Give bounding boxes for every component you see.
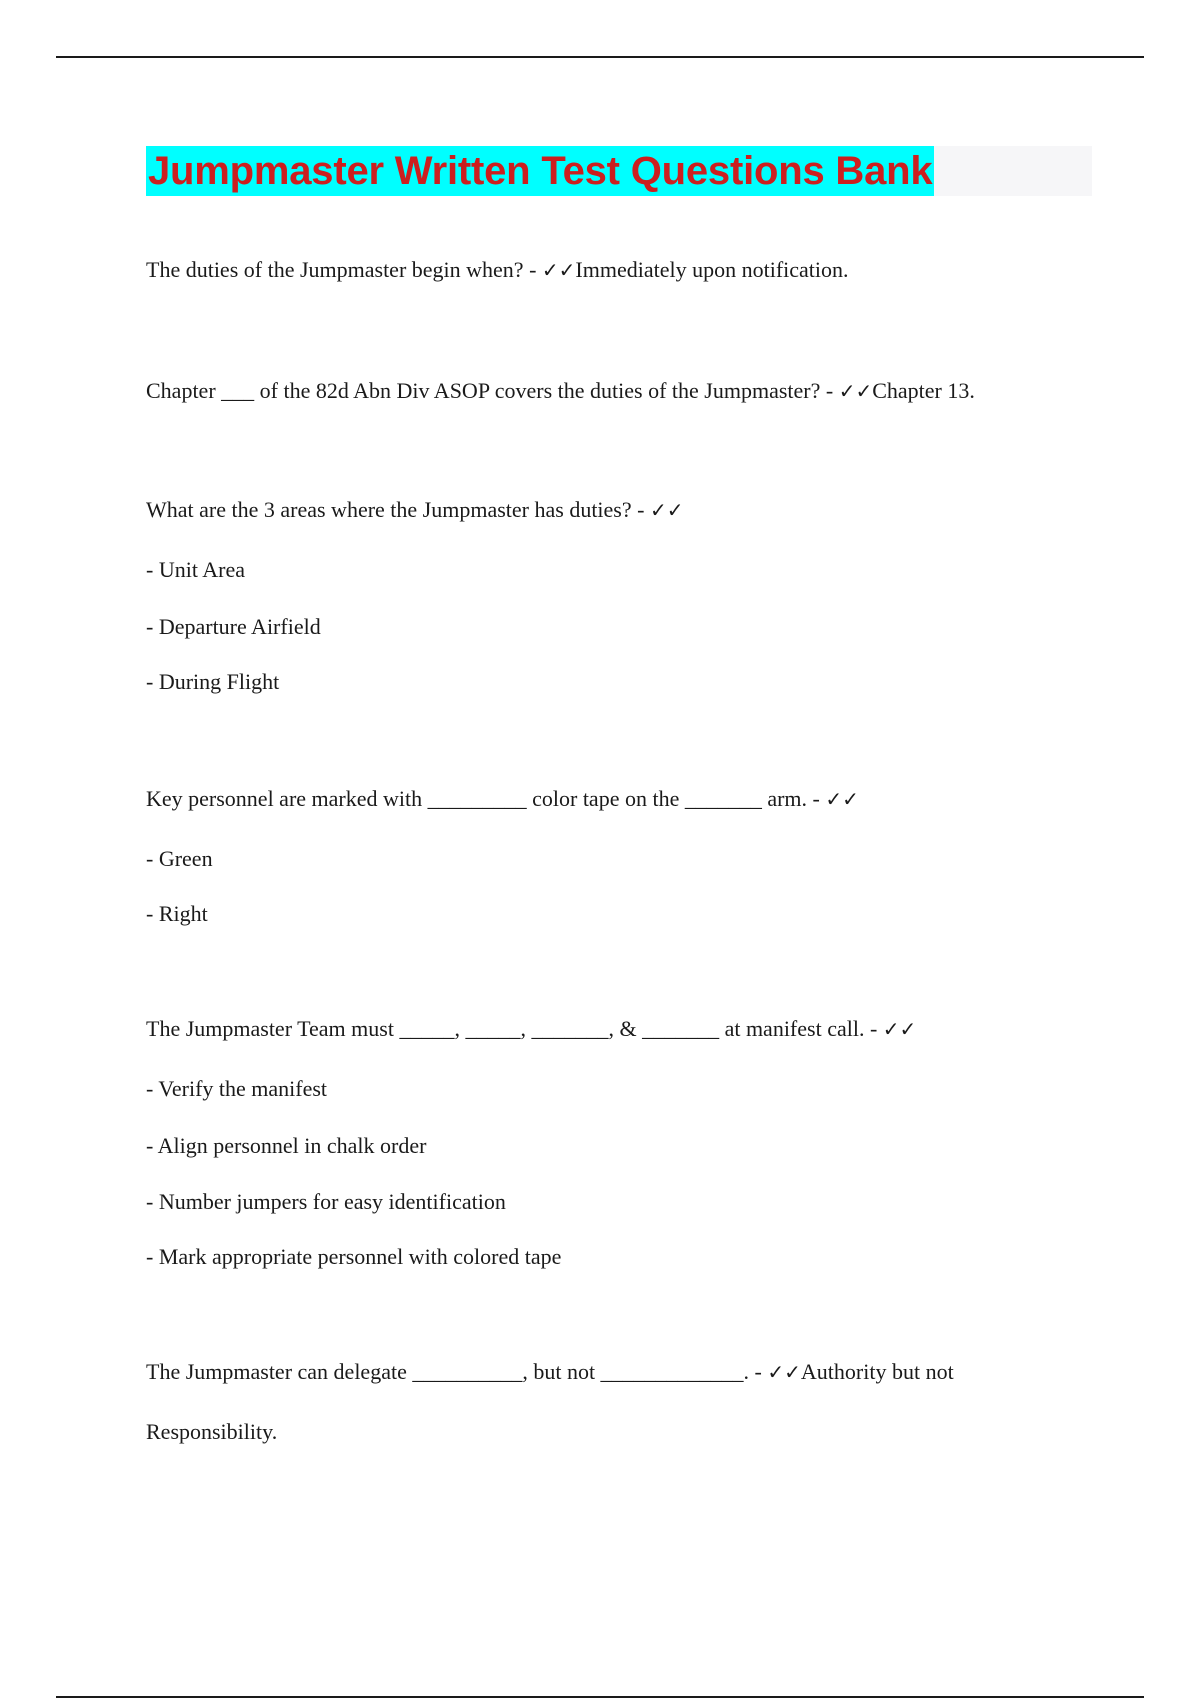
answer-list-item: - Green	[146, 846, 213, 871]
qa-item-6	[146, 1358, 954, 1386]
qa-item-3	[146, 496, 683, 524]
document-title: Jumpmaster Written Test Questions Bank	[146, 146, 934, 196]
question-text: The duties of the Jumpmaster begin when? -	[146, 257, 542, 282]
answer-text: Chapter 13.	[872, 378, 975, 403]
answer-list-item: - Unit Area	[146, 557, 245, 582]
double-check-icon: ✓✓	[767, 1360, 801, 1384]
question-text: The Jumpmaster Team must _____, _____, _______, & _______ at manifest call. -	[146, 1016, 883, 1041]
bottom-rule	[56, 1696, 1144, 1698]
double-check-icon: ✓✓	[882, 1017, 917, 1041]
double-check-icon: ✓✓	[825, 787, 859, 811]
answer-text: Immediately upon notification.	[575, 257, 849, 282]
answer-text-continued: Responsibility.	[146, 1419, 278, 1444]
top-rule	[56, 56, 1144, 58]
answer-list-item: - Right	[146, 901, 208, 926]
answer-list-item: - Departure Airfield	[146, 614, 321, 639]
answer-text: Authority but not	[800, 1359, 954, 1384]
qa-item-5	[146, 1015, 916, 1043]
question-text: Chapter ___ of the 82d Abn Div ASOP covers the duties of the Jumpmaster? -	[146, 378, 839, 403]
question-text: What are the 3 areas where the Jumpmaster has duties? -	[146, 497, 650, 522]
question-text: Key personnel are marked with _________ color tape on the _______ arm. -	[146, 786, 826, 811]
qa-item-1	[146, 256, 849, 284]
double-check-icon: ✓✓	[541, 258, 576, 282]
double-check-icon: ✓✓	[838, 379, 873, 403]
double-check-icon: ✓✓	[649, 498, 684, 522]
title-block	[146, 146, 1092, 196]
answer-list-item: - Mark appropriate personnel with colored tape	[146, 1244, 562, 1269]
answer-list-item: - Number jumpers for easy identification	[146, 1189, 506, 1214]
qa-item-2	[146, 377, 975, 405]
answer-list-item: - Verify the manifest	[146, 1076, 328, 1101]
qa-item-4	[146, 785, 859, 813]
question-text: The Jumpmaster can delegate __________, but not _____________. -	[146, 1359, 768, 1384]
answer-list-item: - During Flight	[146, 669, 280, 694]
answer-list-item: - Align personnel in chalk order	[146, 1133, 427, 1158]
